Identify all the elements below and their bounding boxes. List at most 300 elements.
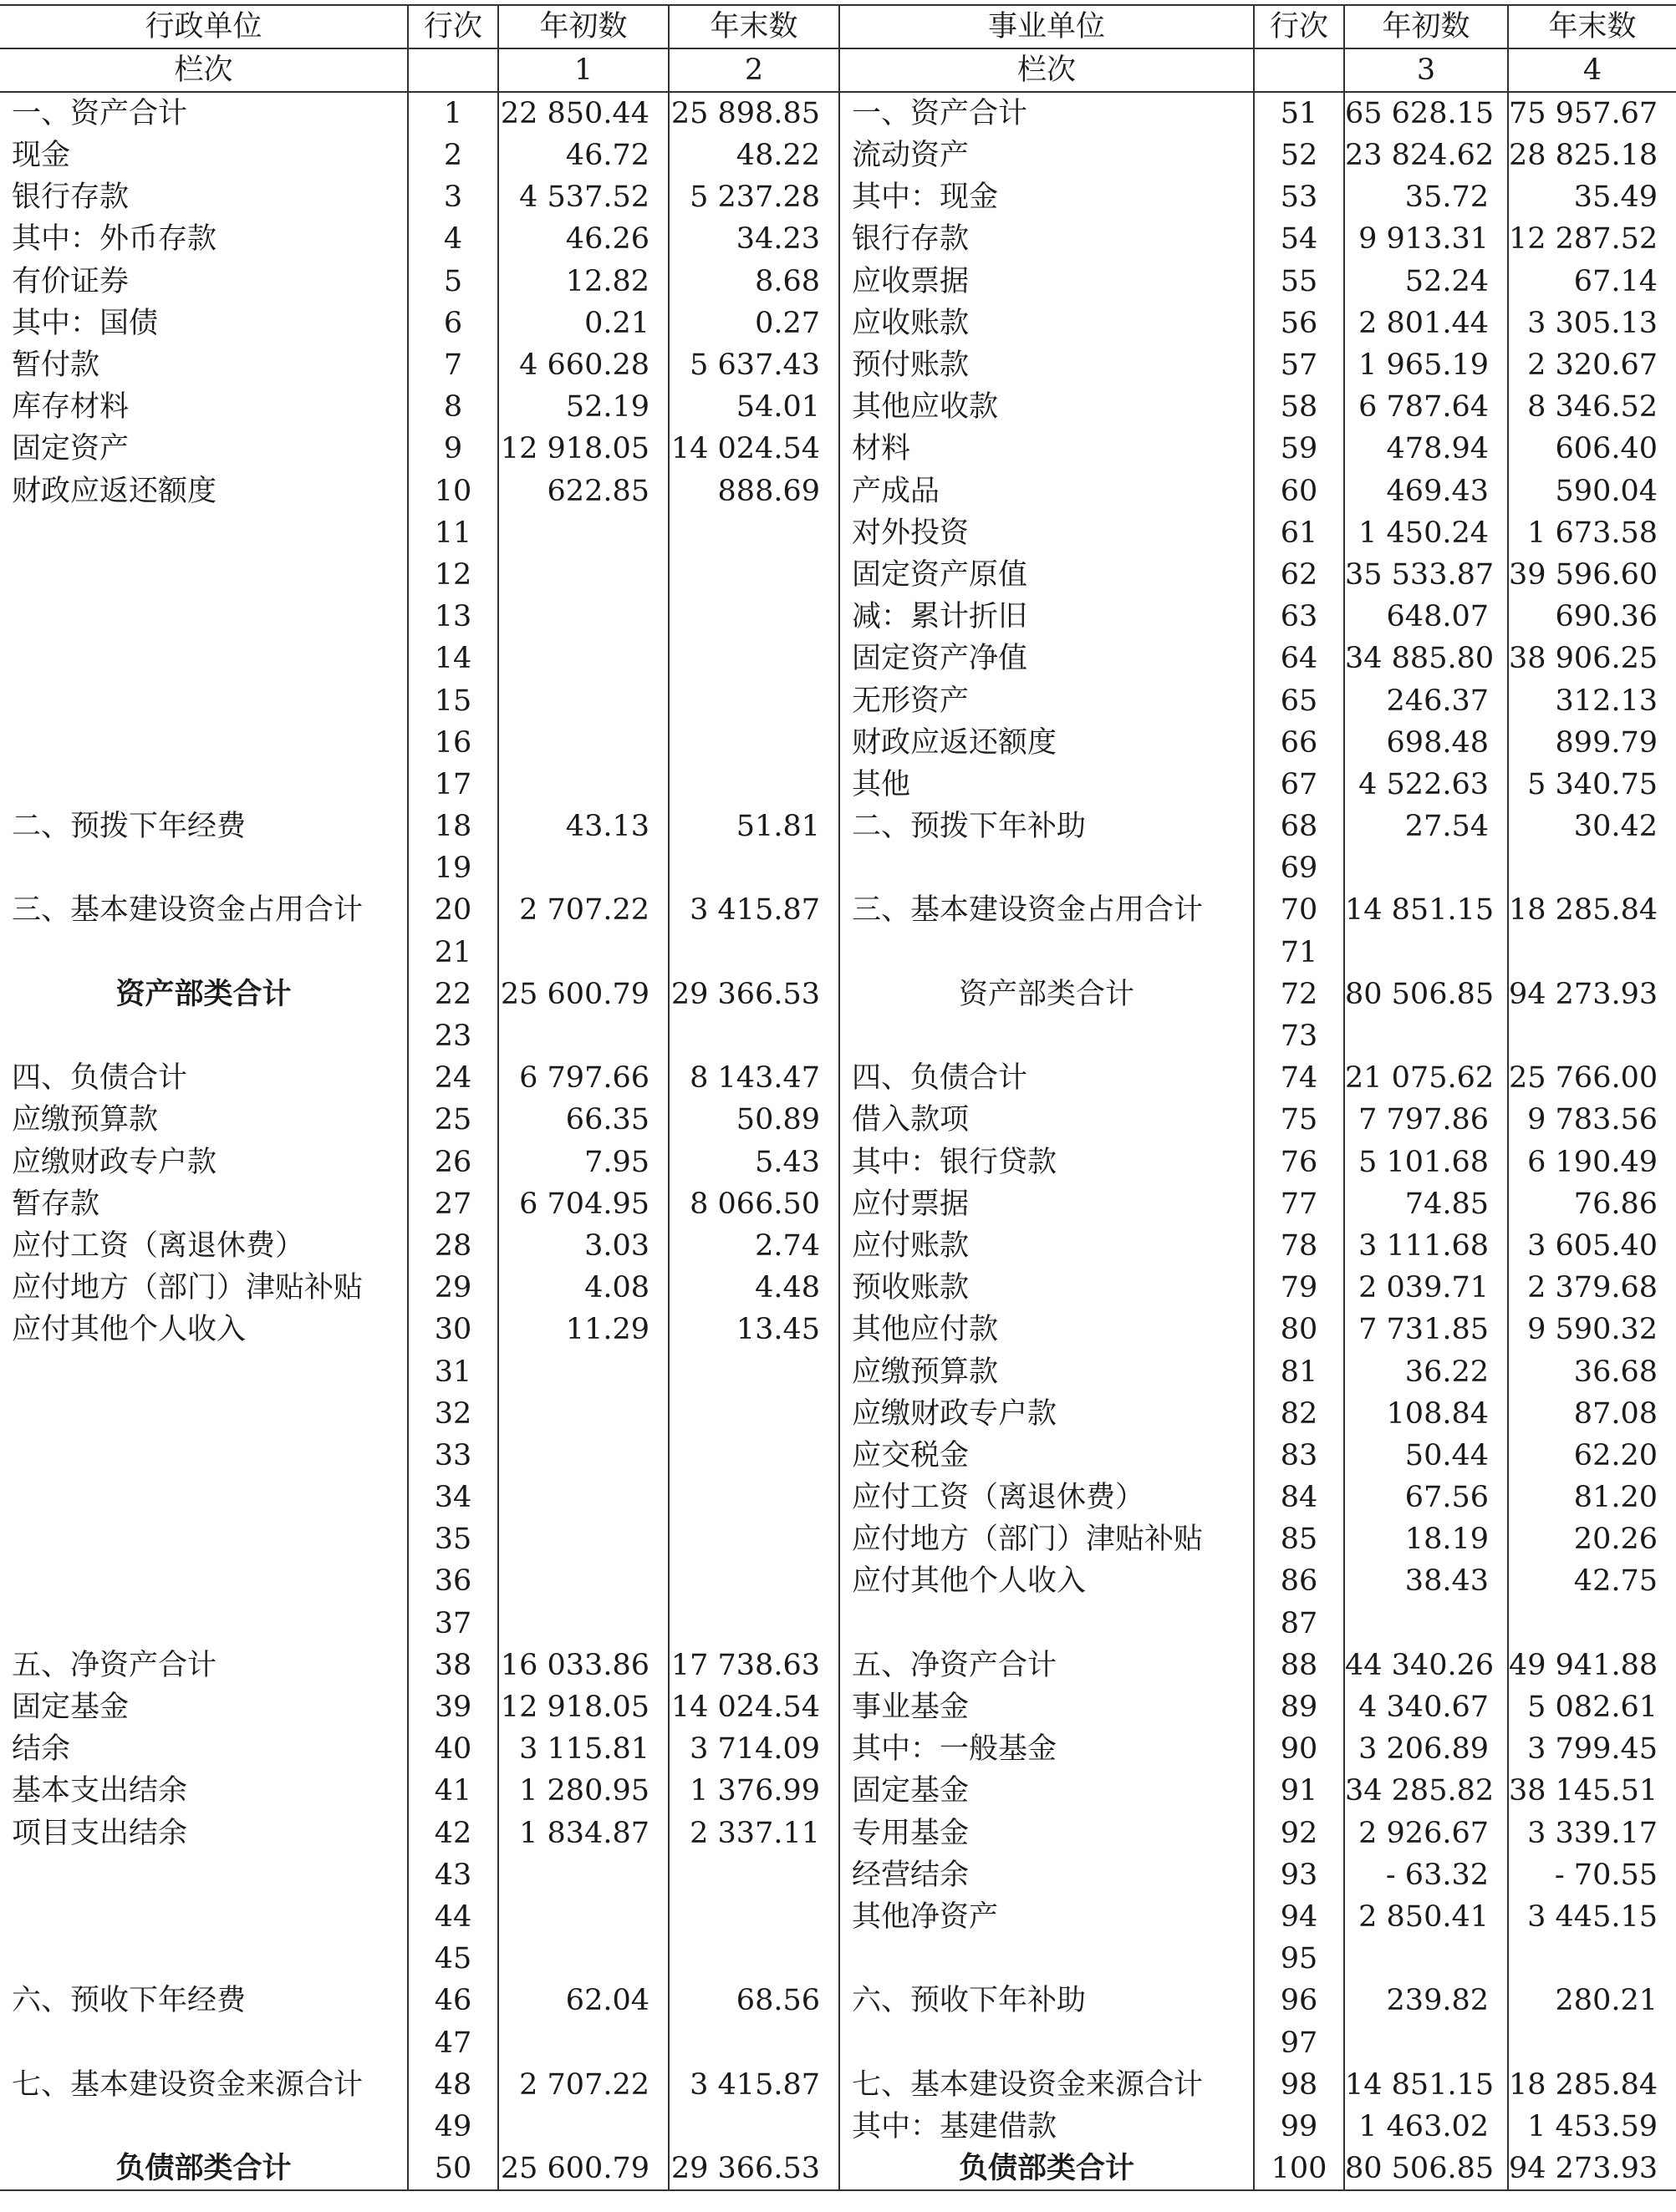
left-start-value: 11.29 <box>498 1309 669 1350</box>
right-end-value: 6 190.49 <box>1527 1145 1658 1179</box>
left-start-value <box>498 847 669 889</box>
right-end-value: 2 320.67 <box>1527 348 1658 383</box>
table-row <box>0 1518 1676 1560</box>
left-item-name: 应付工资（离退休费） <box>12 1228 305 1263</box>
left-start-value: 12.82 <box>498 261 669 303</box>
left-start-value: 1 280.95 <box>498 1770 669 1812</box>
right-start-value: 5 101.68 <box>1344 1142 1508 1183</box>
left-row-no-header: 行次 <box>408 5 498 48</box>
left-end-value: 54.01 <box>669 386 839 428</box>
left-row-number: 17 <box>408 764 498 806</box>
left-start-value: 622.85 <box>498 470 669 512</box>
right-item-name: 其他 <box>852 767 911 801</box>
right-start-value: 2 801.44 <box>1344 303 1508 344</box>
right-end-value: 5 082.61 <box>1527 1691 1658 1725</box>
left-row-number: 12 <box>408 554 498 596</box>
left-end-value <box>669 1350 839 1392</box>
left-row-number: 28 <box>408 1225 498 1267</box>
right-item-name: 应缴预算款 <box>852 1355 999 1389</box>
right-end-value: 49 941.88 <box>1509 1648 1658 1682</box>
table-row <box>0 806 1676 847</box>
right-item-name: 预付账款 <box>852 348 970 383</box>
left-end-value <box>669 2106 839 2148</box>
left-start-value: 62.04 <box>498 1980 669 2021</box>
right-item-name: 一、资产合计 <box>852 97 1028 130</box>
right-item-name <box>839 1603 1254 1645</box>
table-row <box>0 218 1676 260</box>
right-row-number: 59 <box>1254 428 1344 470</box>
table-row <box>0 596 1676 638</box>
right-item-name: 负债部类合计 <box>839 2148 1254 2190</box>
table-row <box>0 176 1676 218</box>
left-start-value: 66.35 <box>498 1099 669 1141</box>
left-item-name <box>0 2106 408 2148</box>
right-item-name: 应交税金 <box>852 1438 970 1472</box>
table-row <box>0 2106 1676 2148</box>
left-start-value <box>498 1603 669 1645</box>
left-end-value <box>669 722 839 764</box>
left-item-name: 暂存款 <box>12 1187 100 1221</box>
right-item-name: 产成品 <box>852 474 940 508</box>
right-start-value: 52.24 <box>1344 261 1508 303</box>
left-end-value: 29 366.53 <box>669 2148 839 2190</box>
right-start-value: 2 926.67 <box>1344 1813 1508 1854</box>
right-end-value: 3 799.45 <box>1527 1732 1658 1767</box>
table-row <box>0 2148 1676 2190</box>
right-end-value: 75 957.67 <box>1509 97 1658 130</box>
right-item-name: 银行存款 <box>852 222 970 257</box>
left-item-name <box>0 1518 408 1560</box>
left-end-value: 1 376.99 <box>669 1770 839 1812</box>
left-end-value: 50.89 <box>669 1099 839 1141</box>
table-row <box>0 1267 1676 1309</box>
right-item-name <box>839 1938 1254 1980</box>
right-end-value: 3 445.15 <box>1527 1899 1658 1934</box>
right-end-value: 3 605.40 <box>1527 1228 1658 1263</box>
left-row-number: 8 <box>408 386 498 428</box>
table-row <box>0 512 1676 554</box>
right-item-name: 其中：银行贷款 <box>852 1145 1057 1179</box>
right-start-value: 1 450.24 <box>1344 512 1508 554</box>
right-row-number: 55 <box>1254 261 1344 303</box>
left-end-value: 0.27 <box>669 303 839 344</box>
left-item-name: 有价证券 <box>12 264 130 298</box>
left-item-name: 二、预拨下年经费 <box>12 810 247 844</box>
left-row-number: 30 <box>408 1309 498 1350</box>
right-item-name: 应付其他个人收入 <box>852 1564 1087 1599</box>
right-item-name: 无形资产 <box>852 684 970 718</box>
right-row-no-blank <box>1254 48 1344 92</box>
right-row-number: 82 <box>1254 1393 1344 1435</box>
left-item-name: 应付地方（部门）津贴补贴 <box>12 1271 364 1305</box>
left-start-value <box>498 1435 669 1477</box>
left-item-name <box>0 1854 408 1896</box>
left-start-value <box>498 2106 669 2148</box>
left-row-number: 7 <box>408 344 498 386</box>
right-row-number: 69 <box>1254 847 1344 889</box>
right-end-value: 280.21 <box>1555 1984 1658 2018</box>
right-row-number: 66 <box>1254 722 1344 764</box>
left-item-name <box>0 1393 408 1435</box>
right-item-name: 固定基金 <box>852 1774 970 1808</box>
left-start-value: 2 707.22 <box>498 2064 669 2106</box>
right-start-value: 478.94 <box>1344 428 1508 470</box>
left-item-name: 库存材料 <box>12 390 130 425</box>
table-row <box>0 2064 1676 2106</box>
left-item-name: 负债部类合计 <box>0 2148 408 2190</box>
right-start-value: 2 039.71 <box>1344 1267 1508 1309</box>
left-item-name: 七、基本建设资金来源合计 <box>12 2067 364 2102</box>
table-row <box>0 1393 1676 1435</box>
right-row-no-header: 行次 <box>1254 5 1344 48</box>
left-end-header: 年末数 <box>669 5 839 48</box>
left-row-number: 39 <box>408 1686 498 1728</box>
left-row-number: 16 <box>408 722 498 764</box>
left-end-value <box>669 1560 839 1602</box>
right-row-number: 53 <box>1254 176 1344 218</box>
left-row-number: 26 <box>408 1142 498 1183</box>
right-item-name: 资产部类合计 <box>958 977 1134 1011</box>
right-row-number: 54 <box>1254 218 1344 260</box>
right-end-value: 81.20 <box>1573 1481 1658 1515</box>
table-row <box>0 1603 1676 1645</box>
left-row-number: 23 <box>408 1015 498 1057</box>
right-start-value: 35 533.87 <box>1344 554 1508 596</box>
right-item-name <box>839 1015 1254 1057</box>
left-end-value: 5 637.43 <box>669 344 839 386</box>
right-row-number: 76 <box>1254 1142 1344 1183</box>
right-row-number: 74 <box>1254 1057 1344 1099</box>
table-row <box>0 344 1676 386</box>
right-item-name: 预收账款 <box>852 1271 970 1305</box>
right-start-value: 1 463.02 <box>1344 2106 1508 2148</box>
left-row-number: 2 <box>408 135 498 176</box>
left-end-value <box>669 1518 839 1560</box>
left-row-number: 22 <box>408 974 498 1015</box>
left-start-value <box>498 1015 669 1057</box>
left-start-value <box>498 932 669 974</box>
right-start-value: 27.54 <box>1344 806 1508 847</box>
left-end-value: 14 024.54 <box>669 1686 839 1728</box>
right-end-value: 3 339.17 <box>1527 1816 1658 1850</box>
right-item-name: 六、预收下年补助 <box>852 1984 1087 2018</box>
right-item-name: 固定资产原值 <box>852 557 1028 592</box>
table-row <box>0 1057 1676 1099</box>
left-start-value: 16 033.86 <box>498 1645 669 1686</box>
right-start-value <box>1344 1015 1508 1057</box>
left-item-name: 三、基本建设资金占用合计 <box>12 893 364 928</box>
left-end-value <box>669 1938 839 1980</box>
right-row-number: 56 <box>1254 303 1344 344</box>
right-column-label: 栏次 <box>839 48 1254 92</box>
left-item-name <box>0 1603 408 1645</box>
right-start-value: 246.37 <box>1344 679 1508 721</box>
right-row-number: 63 <box>1254 596 1344 638</box>
left-end-value <box>669 1435 839 1477</box>
right-end-value: 38 145.51 <box>1509 1774 1658 1808</box>
left-item-name: 暂付款 <box>12 348 100 383</box>
right-row-number: 60 <box>1254 470 1344 512</box>
table-row <box>0 1225 1676 1267</box>
left-row-no-blank <box>408 48 498 92</box>
right-end-value: 5 340.75 <box>1527 767 1658 801</box>
left-end-value: 29 366.53 <box>669 974 839 1015</box>
table-row <box>0 974 1676 1015</box>
left-item-name: 应付其他个人收入 <box>12 1313 247 1347</box>
right-start-value: 35.72 <box>1344 176 1508 218</box>
left-start-value <box>498 1896 669 1938</box>
right-item-name: 固定资产净值 <box>852 642 1028 676</box>
right-end-value <box>1508 1603 1676 1645</box>
left-item-name <box>0 1350 408 1392</box>
left-item-name: 现金 <box>12 139 71 173</box>
right-start-value: 34 885.80 <box>1344 638 1508 679</box>
right-row-number: 58 <box>1254 386 1344 428</box>
left-end-value <box>669 679 839 721</box>
left-item-name <box>0 512 408 554</box>
left-end-value: 5.43 <box>669 1142 839 1183</box>
left-row-number: 31 <box>408 1350 498 1392</box>
left-start-value: 4 660.28 <box>498 344 669 386</box>
left-row-number: 33 <box>408 1435 498 1477</box>
left-start-value <box>498 1854 669 1896</box>
left-item-name <box>0 1015 408 1057</box>
right-row-number: 52 <box>1254 135 1344 176</box>
table-row <box>0 889 1676 931</box>
right-row-number: 77 <box>1254 1183 1344 1225</box>
right-end-value: 38 906.25 <box>1509 642 1658 676</box>
right-end-value: 39 596.60 <box>1509 557 1658 592</box>
left-item-name <box>0 638 408 679</box>
right-end-value: 20.26 <box>1573 1523 1658 1557</box>
right-row-number: 96 <box>1254 1980 1344 2021</box>
left-start-value: 25 600.79 <box>498 2148 669 2190</box>
right-item-name: 应收账款 <box>852 306 970 340</box>
left-row-number: 29 <box>408 1267 498 1309</box>
left-start-value: 25 600.79 <box>498 974 669 1015</box>
right-item-name: 对外投资 <box>852 516 970 550</box>
right-end-value: 8 346.52 <box>1527 390 1658 425</box>
left-end-value: 2.74 <box>669 1225 839 1267</box>
table-row <box>0 1560 1676 1602</box>
right-row-number: 93 <box>1254 1854 1344 1896</box>
left-row-number: 5 <box>408 261 498 303</box>
left-row-number: 48 <box>408 2064 498 2106</box>
left-row-number: 45 <box>408 1938 498 1980</box>
right-item-name: 财政应返还额度 <box>852 725 1057 760</box>
right-end-value <box>1508 2021 1676 2063</box>
left-start-value <box>498 512 669 554</box>
left-row-number: 35 <box>408 1518 498 1560</box>
left-end-value: 48.22 <box>669 135 839 176</box>
right-row-number: 90 <box>1254 1728 1344 1770</box>
right-row-number: 99 <box>1254 2106 1344 2148</box>
left-item-name <box>0 722 408 764</box>
col3-number: 3 <box>1344 48 1508 92</box>
right-start-value <box>1344 1603 1508 1645</box>
right-row-number: 87 <box>1254 1603 1344 1645</box>
table-row <box>0 1980 1676 2021</box>
right-row-number: 100 <box>1254 2148 1344 2190</box>
right-end-value: 18 285.84 <box>1509 2067 1658 2102</box>
right-item-name: 应付地方（部门）津贴补贴 <box>852 1523 1204 1557</box>
right-end-value: 1 453.59 <box>1527 2109 1658 2143</box>
left-row-number: 25 <box>408 1099 498 1141</box>
left-row-number: 13 <box>408 596 498 638</box>
left-row-number: 44 <box>408 1896 498 1938</box>
table-row <box>0 1728 1676 1770</box>
right-end-value: 590.04 <box>1555 474 1658 508</box>
left-start-value: 46.26 <box>498 218 669 260</box>
table-row <box>0 92 1676 135</box>
left-column-label: 栏次 <box>0 48 408 92</box>
right-start-value: 3 111.68 <box>1344 1225 1508 1267</box>
left-item-name <box>0 554 408 596</box>
left-item-name: 应缴预算款 <box>12 1103 159 1137</box>
right-item-name: 材料 <box>852 432 911 466</box>
right-row-number: 84 <box>1254 1477 1344 1518</box>
left-end-value: 25 898.85 <box>669 92 839 135</box>
left-item-name <box>0 1896 408 1938</box>
left-item-name <box>0 2021 408 2063</box>
left-row-number: 14 <box>408 638 498 679</box>
left-item-name <box>0 1560 408 1602</box>
left-row-number: 20 <box>408 889 498 931</box>
table-row <box>0 1309 1676 1350</box>
left-start-value <box>498 2021 669 2063</box>
right-end-value <box>1508 932 1676 974</box>
left-end-value <box>669 554 839 596</box>
left-row-number: 40 <box>408 1728 498 1770</box>
left-start-value <box>498 638 669 679</box>
left-start-value <box>498 722 669 764</box>
table-row <box>0 1645 1676 1686</box>
right-item-name: 专用基金 <box>852 1816 970 1850</box>
right-row-number: 71 <box>1254 932 1344 974</box>
right-end-value: 9 783.56 <box>1527 1103 1658 1137</box>
right-row-number: 86 <box>1254 1560 1344 1602</box>
left-item-name: 应缴财政专户款 <box>12 1145 217 1179</box>
right-start-value: 21 075.62 <box>1344 1057 1508 1099</box>
right-row-number: 83 <box>1254 1435 1344 1477</box>
right-start-value: - 63.32 <box>1344 1854 1508 1896</box>
right-end-value: 62.20 <box>1573 1438 1658 1472</box>
left-end-value <box>669 1603 839 1645</box>
left-start-value: 6 797.66 <box>498 1057 669 1099</box>
left-item-name: 结余 <box>12 1732 71 1767</box>
left-item-name: 其中：国债 <box>12 306 159 340</box>
left-end-value <box>669 512 839 554</box>
left-end-value: 5 237.28 <box>669 176 839 218</box>
left-item-name: 资产部类合计 <box>115 976 292 1011</box>
table-row <box>0 638 1676 679</box>
right-end-value: - 70.55 <box>1554 1858 1658 1892</box>
right-item-name: 其他应付款 <box>852 1313 999 1347</box>
right-item-name <box>839 847 1254 889</box>
right-item-name: 其他应收款 <box>852 390 999 425</box>
left-item-name <box>0 596 408 638</box>
left-item-name: 一、资产合计 <box>12 97 188 130</box>
left-start-value: 52.19 <box>498 386 669 428</box>
left-end-value: 8.68 <box>669 261 839 303</box>
table-row <box>0 1477 1676 1518</box>
col1-number: 1 <box>498 48 669 92</box>
right-item-name: 应缴财政专户款 <box>852 1396 1057 1431</box>
table-row <box>0 932 1676 974</box>
left-start-value <box>498 1477 669 1518</box>
left-item-name <box>0 764 408 806</box>
right-item-name: 其中：现金 <box>852 181 999 215</box>
table-row <box>0 428 1676 470</box>
right-end-value: 312.13 <box>1555 684 1658 718</box>
left-row-number: 4 <box>408 218 498 260</box>
right-start-value: 4 522.63 <box>1344 764 1508 806</box>
right-start-value: 36.22 <box>1344 1350 1508 1392</box>
right-start-value: 50.44 <box>1344 1435 1508 1477</box>
left-start-value: 46.72 <box>498 135 669 176</box>
right-row-number: 81 <box>1254 1350 1344 1392</box>
right-end-value: 1 673.58 <box>1527 516 1658 550</box>
table-row <box>0 386 1676 428</box>
left-start-value <box>498 1518 669 1560</box>
left-start-value: 0.21 <box>498 303 669 344</box>
left-row-number: 49 <box>408 2106 498 2148</box>
table-row <box>0 1435 1676 1477</box>
left-row-number: 32 <box>408 1393 498 1435</box>
right-end-value: 690.36 <box>1555 600 1658 634</box>
left-end-value <box>669 847 839 889</box>
table-row <box>0 470 1676 512</box>
left-start-value: 7.95 <box>498 1142 669 1183</box>
right-end-value: 94 273.93 <box>1509 977 1658 1011</box>
right-end-value: 899.79 <box>1555 725 1658 760</box>
left-row-number: 43 <box>408 1854 498 1896</box>
left-item-name <box>0 847 408 889</box>
right-row-number: 85 <box>1254 1518 1344 1560</box>
left-end-value: 68.56 <box>669 1980 839 2021</box>
right-row-number: 72 <box>1254 974 1344 1015</box>
left-end-value: 4.48 <box>669 1267 839 1309</box>
right-start-value <box>1344 1938 1508 1980</box>
right-start-value: 44 340.26 <box>1344 1645 1508 1686</box>
table-row <box>0 1183 1676 1225</box>
left-end-value <box>669 1854 839 1896</box>
left-end-value: 3 714.09 <box>669 1728 839 1770</box>
left-start-value: 3.03 <box>498 1225 669 1267</box>
balance-table <box>0 4 1676 2191</box>
right-start-value: 67.56 <box>1344 1477 1508 1518</box>
left-start-value <box>498 596 669 638</box>
table-row <box>0 1813 1676 1854</box>
left-end-value <box>669 596 839 638</box>
right-start-value: 1 965.19 <box>1344 344 1508 386</box>
left-end-value <box>669 2021 839 2063</box>
left-end-value: 3 415.87 <box>669 889 839 931</box>
right-end-value <box>1508 1015 1676 1057</box>
table-row <box>0 1350 1676 1392</box>
table-row <box>0 554 1676 596</box>
left-start-value <box>498 1393 669 1435</box>
left-row-number: 47 <box>408 2021 498 2063</box>
right-item-name: 应付工资（离退休费） <box>852 1481 1145 1515</box>
right-start-value: 9 913.31 <box>1344 218 1508 260</box>
right-item-name: 二、预拨下年补助 <box>852 810 1087 844</box>
right-row-number: 92 <box>1254 1813 1344 1854</box>
left-end-value: 888.69 <box>669 470 839 512</box>
left-end-value: 17 738.63 <box>669 1645 839 1686</box>
left-start-value <box>498 554 669 596</box>
right-row-number: 67 <box>1254 764 1344 806</box>
